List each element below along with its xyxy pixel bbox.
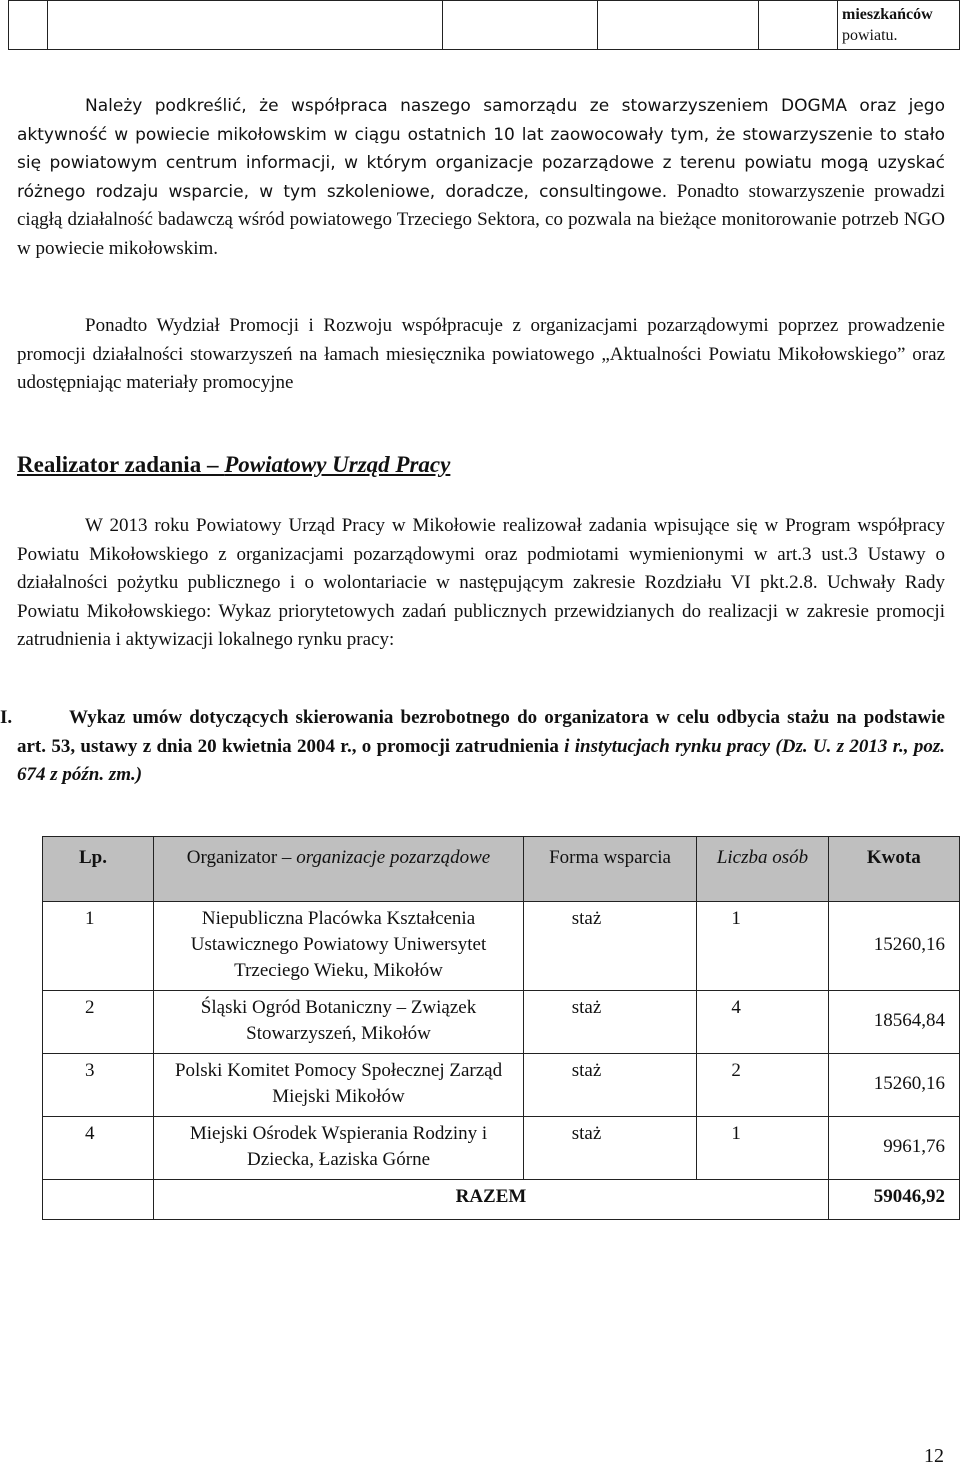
cell-kwota: 9961,76 — [828, 1117, 959, 1180]
cell-liczba: 2 — [697, 1054, 828, 1117]
table-header-row — [43, 837, 960, 902]
total-label: RAZEM — [154, 1180, 828, 1220]
cell-forma: staż — [523, 902, 697, 991]
table-cell — [443, 1, 598, 50]
cell-text-bold: mieszkańców — [842, 6, 933, 23]
table-row — [43, 902, 960, 991]
cell-lp: 1 — [43, 902, 154, 991]
internship-table — [42, 836, 960, 1220]
section-text: Wykaz umów dotyczących skierowania bezrobotnego do organizatora w celu odbycia stażu na podstawie art. 53, ustawy z dnia 20 kwietnia 2004 r., o promocji zatrudnienia — [17, 707, 945, 757]
header-organizer-italic: organizacje pozarządowe — [296, 847, 491, 868]
table-cell-residents — [838, 1, 960, 50]
cell-forma: staż — [523, 1054, 697, 1117]
table-row — [43, 991, 960, 1054]
table-cell — [759, 1, 838, 50]
header-organizer-prefix: Organizator – — [186, 847, 297, 868]
table-cell — [598, 1, 759, 50]
table-total-row — [43, 1180, 960, 1220]
cell-kwota: 15260,16 — [828, 1054, 959, 1117]
total-empty-cell — [43, 1180, 154, 1220]
section-heading — [17, 452, 450, 478]
cell-organizer: Śląski Ogród Botaniczny – Związek Stowarzyszeń, Mikołów — [154, 991, 523, 1054]
heading-prefix: Realizator zadania – — [17, 452, 225, 477]
cell-kwota: 15260,16 — [828, 902, 959, 991]
header-liczba: Liczba osób — [697, 837, 828, 902]
total-value: 59046,92 — [828, 1180, 959, 1220]
paragraph-promotion: Ponadto Wydział Promocji i Rozwoju współpracuje z organizacjami pozarządowymi poprzez prowadzenie promocji działalności stowarzyszeń na łamach miesięcznika powiatowego „Aktualności Powiatu Mikołowskiego” oraz udostępniając materiały promocyjne — [17, 315, 945, 393]
table-row — [43, 1054, 960, 1117]
cell-organizer: Miejski Ośrodek Wspierania Rodziny i Dziecka, Łaziska Górne — [154, 1117, 523, 1180]
cell-liczba: 1 — [697, 902, 828, 991]
table-cell — [48, 1, 443, 50]
paragraph-dogma — [17, 92, 945, 263]
cell-lp: 4 — [43, 1117, 154, 1180]
previous-table-fragment — [8, 0, 960, 50]
paragraph-pup: W 2013 roku Powiatowy Urząd Pracy w Mikołowie realizował zadania wpisujące się w Program współpracy Powiatu Mikołowskiego z organizacjami pozarządowymi oraz podmiotami wymienionymi w art.3 ust.3 Ustawy o działalności pożytku publicznego i o wolontariacie w następującym zakresie Rozdziału VI pkt.2.8. Uchwały Rady Powiatu Mikołowskiego: Wykaz priorytetowych zadań publicznych przewidzianych do realizacji w zakresie promocji zatrudnienia i aktywizacji lokalnego rynku pracy: — [17, 515, 945, 650]
paragraph-dogma-part2: Ponadto stowarzyszenie prowadzi ciągłą działalność badawczą wśród powiatowego Trzeciego Sektora, co pozwala na bieżące monitorowanie potrzeb NGO w powiecie mikołowskim. — [17, 180, 945, 259]
cell-forma: staż — [523, 1117, 697, 1180]
header-kwota: Kwota — [828, 837, 959, 902]
cell-lp: 3 — [43, 1054, 154, 1117]
cell-liczba: 4 — [697, 991, 828, 1054]
header-lp: Lp. — [43, 837, 154, 902]
header-organizer — [154, 837, 523, 902]
page-number: 12 — [924, 1445, 944, 1467]
heading-office-name: Powiatowy Urząd Pracy — [224, 452, 451, 477]
section-text-italic: i instytucjach rynku pracy (Dz. U. z 2013 r., poz. 674 z późn. zm.) — [17, 735, 946, 785]
table-row — [43, 1117, 960, 1180]
cell-organizer: Polski Komitet Pomocy Społecznej Zarząd Miejski Mikołów — [154, 1054, 523, 1117]
cell-lp: 2 — [43, 991, 154, 1054]
cell-liczba: 1 — [697, 1117, 828, 1180]
cell-kwota: 18564,84 — [828, 991, 959, 1054]
table-cell — [9, 1, 48, 50]
section-number: I. — [0, 707, 13, 728]
cell-forma: staż — [523, 991, 697, 1054]
cell-text: powiatu. — [842, 27, 898, 44]
header-forma: Forma wsparcia — [523, 837, 697, 902]
section-title — [0, 704, 946, 790]
cell-organizer: Niepubliczna Placówka Kształcenia Ustawicznego Powiatowy Uniwersytet Trzeciego Wieku, Mikołów — [154, 902, 523, 991]
paragraph-dogma-part1: Należy podkreślić, że współpraca naszego samorządu ze stowarzyszeniem DOGMA oraz jego aktywność w powiecie mikołowskim w ciągu ostatnich 10 lat zaowocowały tym, że stowarzyszenie to stało się powiatowym centrum informacji, w którym organizacje pozarządowe z terenu powiatu mogą uzyskać różnego rodzaju wsparcie, w tym szkoleniowe, doradcze, consultingowe. — [17, 96, 945, 202]
